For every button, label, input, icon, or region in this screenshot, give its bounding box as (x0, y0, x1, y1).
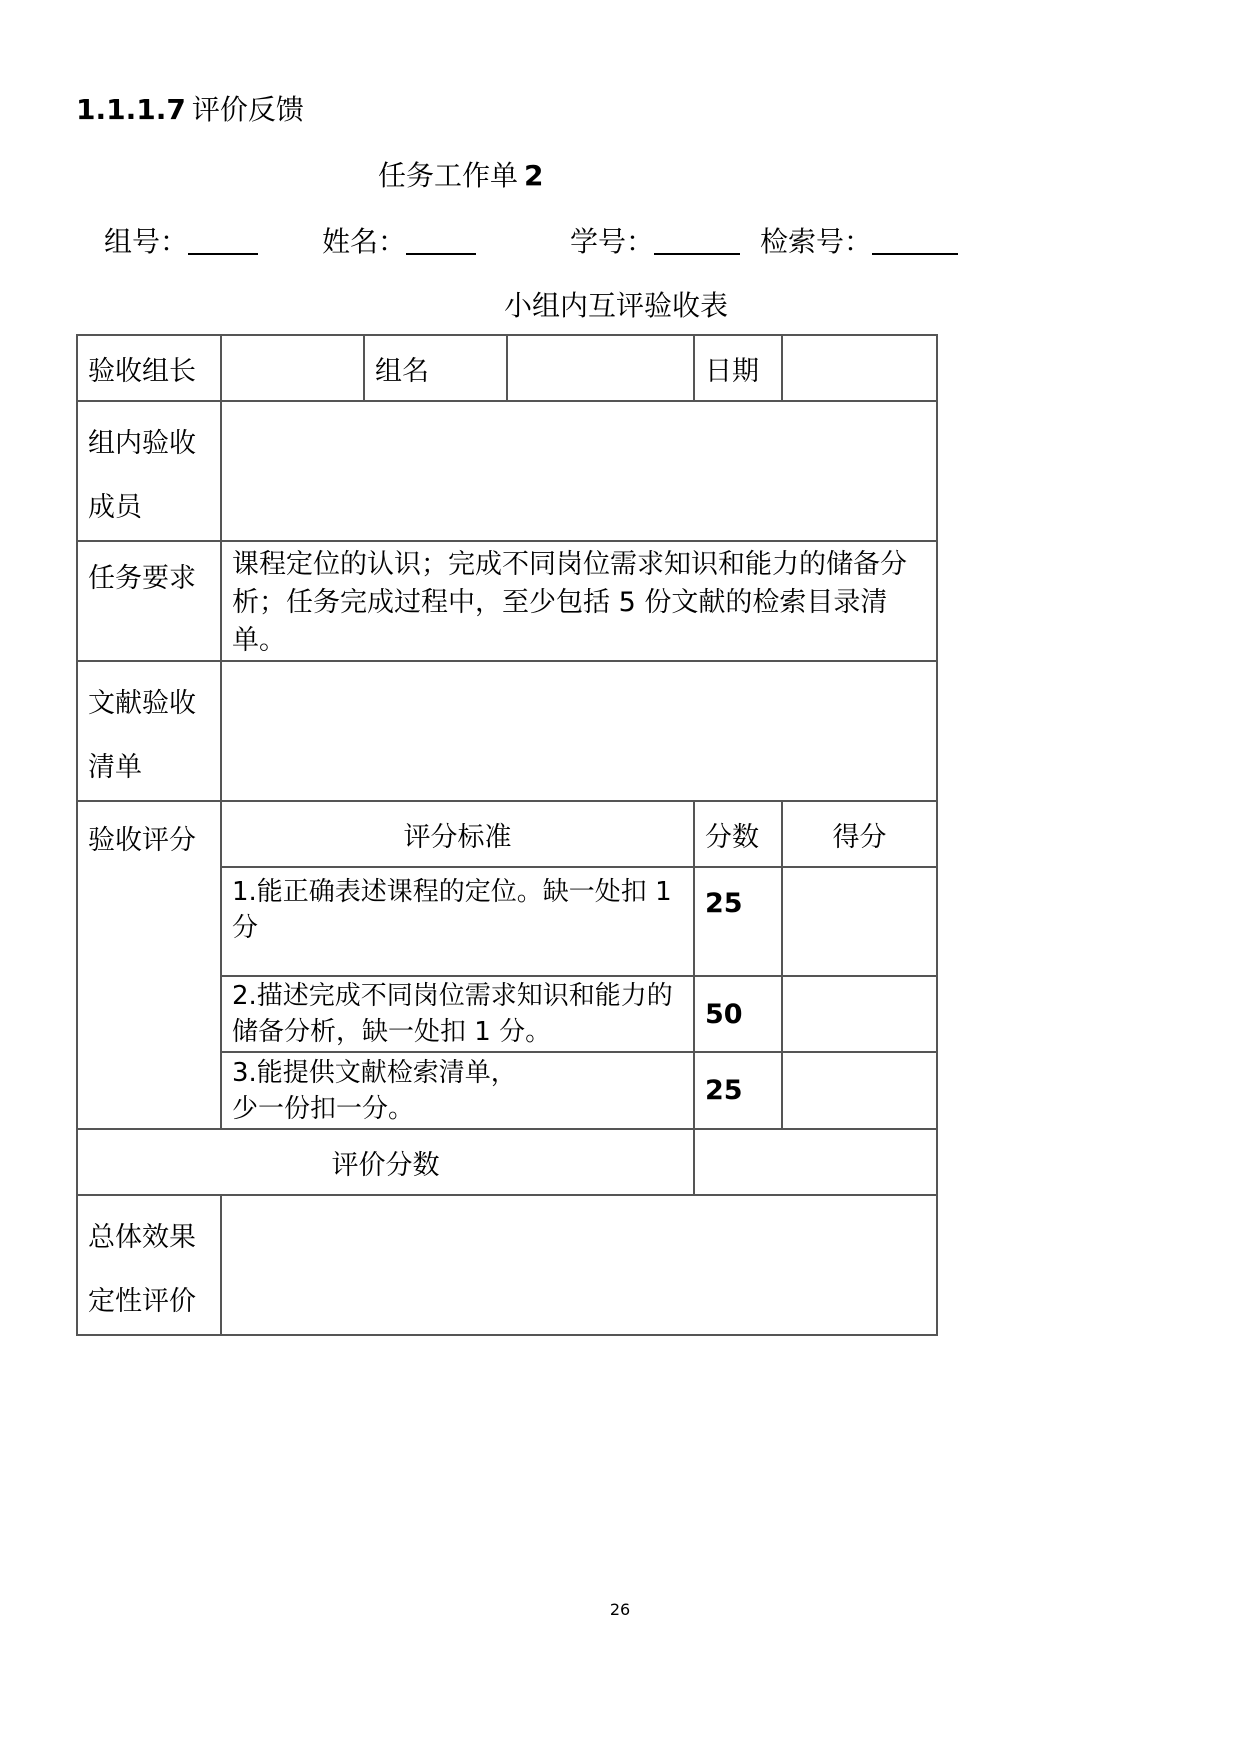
criteria-text: 1.能正确表述课程的定位。缺一处扣 1 分 (221, 867, 694, 976)
criteria-score-cell[interactable] (782, 1052, 937, 1129)
qualitative-row (77, 1195, 937, 1335)
criteria-text-line1: 3.能提供文献检索清单， (232, 1057, 517, 1088)
scoring-header-row (77, 801, 937, 867)
criteria-text (221, 1052, 694, 1129)
page-number: 26 (609, 1600, 631, 1619)
date-label: 日期 (694, 335, 782, 401)
requirement-label: 任务要求 (77, 541, 221, 661)
group-no-label: 组号： (104, 225, 189, 258)
members-label-line2: 成员 (88, 492, 142, 523)
search-no-blank[interactable] (872, 227, 958, 255)
task-title-number: 2 (524, 159, 544, 192)
criteria-score-cell[interactable] (782, 867, 937, 976)
requirement-text: 课程定位的认识；完成不同岗位需求知识和能力的储备分析；任务完成过程中，至少包括 5 份文献的检索目录清单。 (221, 541, 937, 661)
task-title (378, 154, 544, 194)
section-title: 评价反馈 (191, 93, 304, 126)
score-header: 得分 (782, 801, 937, 867)
task-title-text: 任务工作单 (378, 159, 519, 192)
literature-row (77, 661, 937, 801)
members-row (77, 401, 937, 541)
requirement-row (77, 541, 937, 661)
leader-value-cell[interactable] (221, 335, 364, 401)
criteria-score-cell[interactable] (782, 976, 937, 1052)
qualitative-value-cell[interactable] (221, 1195, 937, 1335)
date-value-cell[interactable] (782, 335, 937, 401)
criteria-text: 2.描述完成不同岗位需求知识和能力的储备分析，缺一处扣 1 分。 (221, 976, 694, 1052)
total-value-cell[interactable] (694, 1129, 937, 1195)
qualitative-label-line2: 定性评价 (88, 1286, 196, 1317)
members-label-line1: 组内验收 (88, 428, 196, 459)
literature-value-cell[interactable] (221, 661, 937, 801)
points-header: 分数 (694, 801, 782, 867)
literature-label-line1: 文献验收 (88, 688, 196, 719)
leader-label: 验收组长 (77, 335, 221, 401)
criteria-points: 25 (694, 867, 782, 976)
total-row (77, 1129, 937, 1195)
name-field[interactable] (322, 220, 476, 260)
student-id-blank[interactable] (654, 227, 740, 255)
header-info-row (77, 335, 937, 401)
name-blank[interactable] (406, 227, 476, 255)
scoring-label: 验收评分 (77, 801, 221, 1129)
group-no-field[interactable] (104, 220, 258, 260)
criteria-points: 25 (694, 1052, 782, 1129)
group-name-value-cell[interactable] (507, 335, 694, 401)
search-no-field[interactable] (760, 220, 958, 260)
criteria-points: 50 (694, 976, 782, 1052)
section-number: 1.1.1.7 (76, 93, 186, 126)
total-label: 评价分数 (77, 1129, 694, 1195)
literature-label-line2: 清单 (88, 752, 142, 783)
group-name-label: 组名 (364, 335, 507, 401)
group-no-blank[interactable] (188, 227, 258, 255)
members-label (77, 401, 221, 541)
qualitative-label-line1: 总体效果 (88, 1222, 196, 1253)
student-id-field[interactable] (570, 220, 740, 260)
name-label: 姓名： (322, 225, 407, 258)
criteria-text-line2: 少一份扣一分。 (232, 1093, 415, 1124)
section-heading (76, 88, 304, 128)
members-value-cell[interactable] (221, 401, 937, 541)
table-title: 小组内互评验收表 (504, 289, 729, 322)
student-id-label: 学号： (570, 225, 655, 258)
qualitative-label (77, 1195, 221, 1335)
literature-label (77, 661, 221, 801)
acceptance-table (76, 334, 938, 1336)
search-no-label: 检索号： (760, 225, 873, 258)
criteria-header: 评分标准 (221, 801, 694, 867)
